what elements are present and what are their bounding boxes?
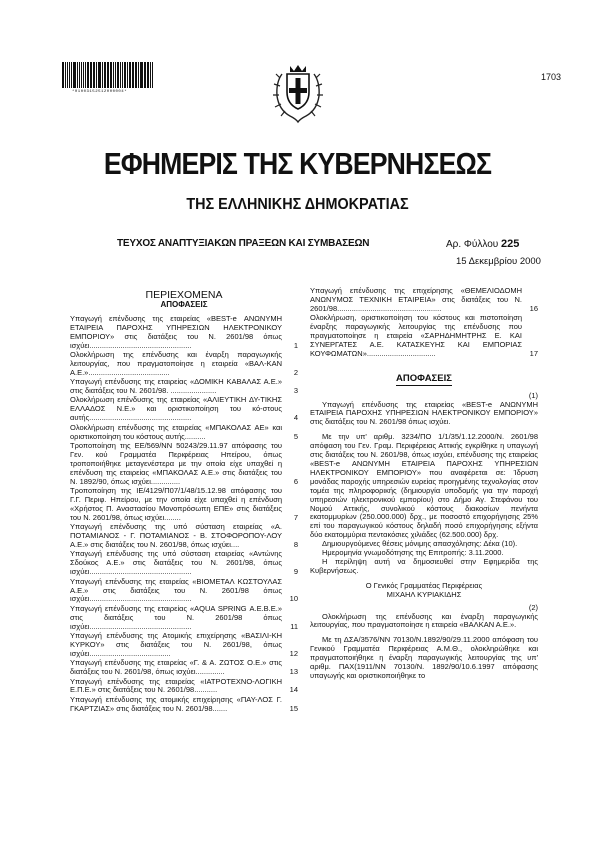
issue-sheet <box>446 238 519 250</box>
decisions-heading: ΑΠΟΦΑΣΕΙΣ <box>396 372 452 384</box>
issue-series: ΤΕΥΧΟΣ ΑΝΑΠΤΥΞΙΑΚΩΝ ΠΡΑΞΕΩΝ ΚΑΙ ΣΥΜΒΑΣΕΩΝ <box>117 238 370 249</box>
journal-title: ΕΦΗΜΕΡΙΣ ΤΗΣ ΚΥΒΕΡΝΗΣΕΩΣ <box>103 146 492 181</box>
toc-item-text: Υπαγωγή επένδυσης της υπό σύσταση εταιρείας «Αντώνης Σδούκος Α.Ε.» στις διατάξεις του Ν. 2601/98, όπως ισχύει................................................. <box>70 549 282 577</box>
toc-item-text: Υπαγωγή επένδυσης της επιχείρησης «ΘΕΜΕΛΙΟΔΟΜΗ ΑΝΩΝΥΜΟΣ ΤΕΧΝΙΚΗ ΕΤΑΙΡΕΙΑ» στις διατάξεις του Ν. 2601/98.................................................. <box>310 286 522 313</box>
toc-item <box>70 523 298 550</box>
decision-1-signer-name: ΜΙΧΑΗΛ ΚΥΡΙΑΚΙΔΗΣ <box>386 589 462 599</box>
toc-item-text: Υπαγωγή επένδυσης της εταιρείας «ΒΙΟΜΕΤΑΛ ΚΩΣΤΟΥΛΑΣ Α.Ε.» στις διατάξεις του Ν. 2601/98 όπως ισχύει................................................. <box>70 576 282 604</box>
toc-item-text: Υπαγωγή επένδυσης της εταιρείας «Γ. & Α. ΖΩΤΟΣ Ο.Ε.» στις διατάξεις του Ν. 2601/98, όπως ισχύει.............. <box>70 658 282 677</box>
toc-item-text: Ολοκλήρωση, οριστικοποίηση του κόστους και πιστοποίηση έναρξης παραγωγικής λειτουργίας της επένδυσης που πραγματοποίησε η εταιρεία «ΣΑΡΗΔΗΜΗΤΡΗΣ Ε. ΚΑΙ ΣΥΝΕΡΓΑΤΕΣ Α.Ε. ΚΑΤΑΣΚΕΥΗΣ ΚΑΙ ΕΜΠΟΡΙΑΣ ΚΟΥΦΩΜΑΤΩΝ»................................. <box>310 313 522 358</box>
toc-item <box>70 578 298 605</box>
toc-list-continued <box>310 287 538 359</box>
decision-1-title: Υπαγωγή επένδυσης της εταιρείας «BEST-e ΑΝΩΝΥΜΗ ΕΤΑΙΡΕΙΑ ΠΑΡΟΧΗΣ ΥΠΗΡΕΣΙΩΝ ΗΛΕΚΤΡΟΝΙΚΟΥ ΕΜΠΟΡΙΟΥ» στις διατάξεις του Ν. 2601/98 όπως ισχύει. <box>310 399 538 427</box>
decision-1-jobs: Δημιουργούμενες θέσεις μόνιμης απασχόλησης: Δέκα (10). <box>322 539 518 549</box>
toc-item-page: 6 <box>293 476 298 486</box>
sheet-number: 225 <box>501 238 520 250</box>
decision-2-title: Ολοκλήρωση της επένδυσης και έναρξη παραγωγικής λειτουργίας, που πραγματοποίησε η εταιρεία «ΒΑΛΚΑΝ Α.Ε.». <box>310 611 538 630</box>
toc-item-page: 8 <box>293 539 298 549</box>
toc-item-text: Υπαγωγή επένδυσης της Ατομικής επιχείρησης «ΒΑΣΙΛΙ-ΚΗ ΚΥΡΚΟΥ» στις διατάξεις του Ν. 2601/98, όπως ισχύει....................................... <box>70 631 282 658</box>
toc-item-text: Ολοκλήρωση επένδυσης της εταιρείας «ΜΠΑΚΟΛΑΣ ΑΕ» και οριστικοποίηση του κόστους αυτής.......... <box>70 422 282 441</box>
toc-item-page: 14 <box>289 685 298 695</box>
toc-item-page: 11 <box>290 621 298 631</box>
toc-item-text: Υπαγωγή επένδυσης της εταιρείας «BEST-e ΑΝΩΝΥΜΗ ΕΤΑΙΡΕΙΑ ΠΑΡΟΧΗΣ ΥΠΗΡΕΣΙΩΝ ΗΛΕΚΤΡΟΝΙΚΟΥ ΕΜΠΟΡΙΟΥ» στις διατάξεις του Ν. 2601/98 όπως ισχύει................................................. <box>70 313 282 350</box>
toc-item-page: 16 <box>529 303 538 313</box>
barcode <box>62 62 154 88</box>
toc-item-text: Υπαγωγή επένδυσης της εταιρείας «ΙΑΤΡΟΤΕΧΝΟ-ΛΟΓΙΚΗ Ε.Π.Ε.» στις διατάξεις του Ν. 2601/98........... <box>70 676 282 695</box>
toc-item <box>310 314 538 359</box>
toc-item-page: 9 <box>293 567 298 577</box>
decision-2-body: Με τη ΔΣΑ/3576/ΝΝ 70130/Ν.1892/90/29.11.2000 απόφαση του Γενικού Γραμματέα Περιφέρειας Α.Μ.Θ., ολοκληρώθηκε και πραγματοποιήθηκε η έναρξη παραγωγικής λειτουργίας της υπ' αριθμ. ΠΑΧ(1911/ΝΝ 70130/Ν. 1892/90/10.6.1997 απόφασης υπαγωγής και οριστικοποιήθηκε το <box>310 635 538 680</box>
page-number: 1703 <box>541 72 562 82</box>
toc-list <box>70 315 298 714</box>
decision-1-number: (1) <box>528 390 538 400</box>
toc-item-text: Τροποποίηση της ΙΕ/4129/Π07/1/48/15.12.98 απόφασης του Γ.Γ. Περιφ. Ηπείρου, με την οποία είχε υπαχθεί η επένδυση «Χρήστος Π. Αναστασίου Μονοπρόσωπη ΕΠΕ» στις διατάξεις του Ν. 2601/98, όπως ισχύει........ <box>70 486 282 522</box>
toc-item-page: 13 <box>289 667 298 677</box>
toc-item <box>70 632 298 659</box>
sheet-label: Αρ. Φύλλου <box>446 239 499 250</box>
journal-subtitle: ΤΗΣ ΕΛΛΗΝΙΚΗΣ ΔΗΜΟΚΡΑΤΙΑΣ <box>186 196 409 213</box>
toc-item <box>70 659 298 677</box>
toc-item-page: 3 <box>293 386 298 396</box>
toc-item <box>70 696 298 714</box>
toc-item-page: 17 <box>529 348 538 358</box>
toc-item-page: 1 <box>293 340 298 350</box>
toc-item-page: 7 <box>293 512 298 522</box>
toc-item-page: 2 <box>293 367 298 377</box>
toc-item-text: Ολοκλήρωση επένδυσης της εταιρείας «ΑΛΙΕΥΤΙΚΗ ΔΥ-ΤΙΚΗΣ ΕΛΛΑΔΟΣ Ν.Ε.» και οριστικοποίηση του κό-στους αυτής................................................. <box>70 395 282 423</box>
greek-coat-of-arms-icon <box>272 62 324 124</box>
toc-item-page: 12 <box>289 648 298 658</box>
toc-item <box>70 396 298 423</box>
contents-heading: ΠΕΡΙΕΧΟΜΕΝΑ <box>145 289 223 301</box>
toc-item-page: 5 <box>293 431 298 441</box>
toc-item-text: Υπαγωγή επένδυσης της υπό σύσταση εταιρείας «Α. ΠΟΤΑΜΙΑΝΟΣ - Γ. ΠΟΤΑΜΙΑΝΟΣ - Β. ΣΤΟΦΟΡΟΠΟΥ-ΛΟΥ Α.Ε.» στις διατάξεις του Ν. 2601/98, όπως ισχύει.... <box>70 522 282 549</box>
decisions-column <box>310 287 538 681</box>
toc-item <box>70 315 298 351</box>
toc-item-text: Υπαγωγή επένδυσης της ατομικής επιχείρησης «ΠΑΥ-ΛΟΣ Γ. ΓΚΑΡΤΖΙΑΣ» στις διατάξεις του Ν. 2601/98....... <box>70 694 282 713</box>
toc-item <box>70 550 298 577</box>
toc-item-page: 4 <box>293 413 298 423</box>
issue-date: 15 Δεκεμβρίου 2000 <box>456 256 541 267</box>
decision-1-signer-title: Ο Γενικός Γραμματέας Περιφέρειας <box>365 580 483 590</box>
toc-item-text: Υπαγωγή επένδυσης της εταιρείας «AQUA SPRING Α.Ε.Β.Ε.» στις διατάξεις του Ν. 2601/98 όπως ισχύει................................................. <box>70 603 282 631</box>
toc-item-text: Τροποποίηση της ΕΕ/569/ΝΝ 50243/29.11.97 απόφασης του Γεν. κού Γραμματέα Περιφέρειας Ηπείρου, όπως τροποποιήθηκε μεταγενέστερα με την οποία είχε υπαχθεί η επένδυση της εταιρείας «ΜΠΑΚΟΛΑΣ Α.Ε.» στις διατάξεις του Ν. 1892/90, όπως ισχύει.............. <box>70 441 282 486</box>
decision-2-number: (2) <box>528 602 538 612</box>
toc-item <box>70 442 298 487</box>
decision-1-publish: Η περίληψη αυτή να δημοσιευθεί στην Εφημερίδα της Κυβερνήσεως. <box>310 556 538 575</box>
decision-1-body: Με την υπ' αριθμ. 3234/ΠΟ 1/1/35/1.12.2000/Ν. 2601/98 απόφαση του Γεν. Γραμ. Περιφέρειας Αττικής εγκρίθηκε η υπαγωγή στις διατάξεις του Ν. 2601/98, όπως ισχύει, επένδυσης της εταιρείας «BEST-e ΑΝΩΝΥΜΗ ΕΤΑΙΡΕΙΑ ΠΑΡΟΧΗΣ ΥΠΗΡΕΣΙΩΝ ΗΛΕΚΤΡΟΝΙΚΟΥ ΕΜΠΟΡΙΟΥ» που αναφέρεται σε: Ίδρυση μονάδας παροχής υπηρεσιών ευρείας προηγμένης τεχνολογίας στον τομέα της πληροφορικής (δημιουργία υποδομής για την παροχή υπηρεσιών ηλεκτρονικού εμπορίου) στο Δήμο Αγ. Στεφάνου του Νομού Αττικής, συνολικού κόστους διακοσίων πενήντα εκατομμυρίων (250.000.000) δρχ., με ποσοστό επιχορήγησης 25% επί του παραγωγικού κόστους δηλαδή ποσό επιχορήγησης εξήντα δύο εκατομμύρια πεντακόσιες χιλιάδες (62.500.000) δρχ. <box>310 432 538 540</box>
decision-1-date: Ημερομηνία γνωμοδότησης της Επιτροπής: 3.11.2000. <box>322 548 504 558</box>
toc-item <box>70 351 298 378</box>
toc-item <box>70 378 298 396</box>
barcode-text: *01003152512000004* <box>72 90 128 94</box>
toc-item <box>70 424 298 442</box>
toc-item-page: 10 <box>289 594 298 604</box>
contents-subheading: ΑΠΟΦΑΣΕΙΣ <box>160 299 208 309</box>
toc-item <box>70 605 298 632</box>
toc-item <box>70 678 298 696</box>
toc-item <box>310 287 538 314</box>
toc-item-page: 15 <box>289 703 298 713</box>
toc-item-text: Ολοκλήρωση της επένδυσης και έναρξη παραγωγικής λειτουργίας, που πραγματοποίησε η εταιρεία «ΒΑΛ-ΚΑΝ Α.Ε.»....................................... <box>70 349 282 377</box>
contents-column <box>70 291 298 714</box>
toc-item <box>70 487 298 523</box>
toc-item-text: Υπαγωγή επένδυσης της εταιρείας «ΔΟΜΙΚΗ ΚΑΒΑΛΑΣ Α.Ε.» στις διατάξεις του Ν. 2601/98. ...................... <box>70 377 282 396</box>
